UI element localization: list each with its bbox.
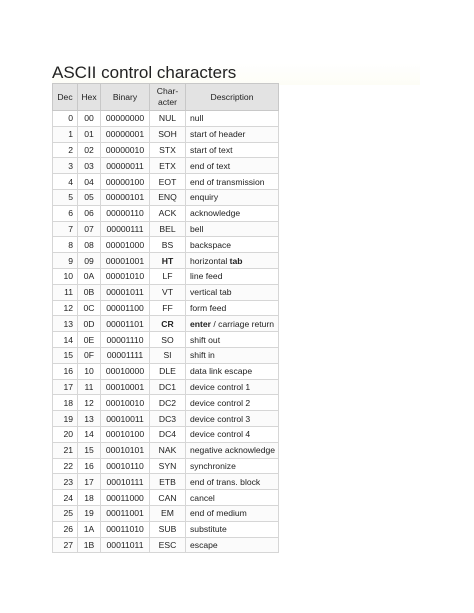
cell-description — [186, 253, 279, 269]
cell-hex: 00 — [78, 111, 101, 127]
table-row — [53, 474, 279, 490]
cell-binary: 00000010 — [101, 142, 150, 158]
table-row — [53, 189, 279, 205]
cell-hex: 12 — [78, 395, 101, 411]
cell-hex: 0D — [78, 316, 101, 332]
cell-binary: 00000011 — [101, 158, 150, 174]
table-row — [53, 458, 279, 474]
table-row — [53, 442, 279, 458]
cell-binary: 00001011 — [101, 284, 150, 300]
cell-hex: 1A — [78, 521, 101, 537]
cell-character: DC3 — [150, 411, 186, 427]
table-row — [53, 395, 279, 411]
cell-description: enquiry — [186, 189, 279, 205]
table-row — [53, 347, 279, 363]
cell-binary: 00001001 — [101, 253, 150, 269]
cell-character-bold: CR — [161, 318, 174, 329]
cell-description: form feed — [186, 300, 279, 316]
table-row — [53, 142, 279, 158]
cell-hex: 05 — [78, 189, 101, 205]
cell-hex: 04 — [78, 174, 101, 190]
cell-binary: 00010101 — [101, 442, 150, 458]
cell-dec: 11 — [53, 284, 78, 300]
header-character-line2: acter — [157, 97, 178, 107]
cell-binary: 00010011 — [101, 411, 150, 427]
cell-binary: 00001101 — [101, 316, 150, 332]
cell-binary: 00011000 — [101, 490, 150, 506]
cell-binary: 00000100 — [101, 174, 150, 190]
cell-hex: 07 — [78, 221, 101, 237]
table-row — [53, 205, 279, 221]
cell-binary: 00001100 — [101, 300, 150, 316]
ascii-table — [52, 83, 279, 553]
cell-description: shift out — [186, 332, 279, 348]
cell-dec: 10 — [53, 268, 78, 284]
cell-character: ETB — [150, 474, 186, 490]
cell-hex: 14 — [78, 426, 101, 442]
cell-dec: 15 — [53, 347, 78, 363]
cell-character: ENQ — [150, 189, 186, 205]
cell-hex: 02 — [78, 142, 101, 158]
cell-character: BEL — [150, 221, 186, 237]
cell-dec: 25 — [53, 505, 78, 521]
header-binary: Binary — [101, 84, 150, 111]
cell-dec: 9 — [53, 253, 78, 269]
cell-binary: 00010111 — [101, 474, 150, 490]
cell-hex: 1B — [78, 537, 101, 553]
cell-hex: 03 — [78, 158, 101, 174]
cell-dec: 16 — [53, 363, 78, 379]
cell-hex: 19 — [78, 505, 101, 521]
cell-dec: 27 — [53, 537, 78, 553]
table-row — [53, 300, 279, 316]
cell-binary: 00010100 — [101, 426, 150, 442]
cell-dec: 18 — [53, 395, 78, 411]
cell-binary: 00001010 — [101, 268, 150, 284]
cell-description: device control 2 — [186, 395, 279, 411]
cell-dec: 20 — [53, 426, 78, 442]
cell-hex: 0B — [78, 284, 101, 300]
cell-dec: 2 — [53, 142, 78, 158]
cell-dec: 13 — [53, 316, 78, 332]
cell-description: end of text — [186, 158, 279, 174]
cell-character: STX — [150, 142, 186, 158]
cell-hex: 0C — [78, 300, 101, 316]
table-row — [53, 158, 279, 174]
cell-dec: 8 — [53, 237, 78, 253]
cell-character: SYN — [150, 458, 186, 474]
cell-binary: 00010000 — [101, 363, 150, 379]
table-row — [53, 505, 279, 521]
cell-character: VT — [150, 284, 186, 300]
table-row — [53, 379, 279, 395]
cell-binary: 00001110 — [101, 332, 150, 348]
cell-binary: 00000001 — [101, 126, 150, 142]
cell-hex: 06 — [78, 205, 101, 221]
table-row — [53, 537, 279, 553]
cell-description: vertical tab — [186, 284, 279, 300]
cell-character: LF — [150, 268, 186, 284]
cell-character: ACK — [150, 205, 186, 221]
cell-dec: 19 — [53, 411, 78, 427]
cell-dec: 5 — [53, 189, 78, 205]
table-row — [53, 426, 279, 442]
cell-hex: 13 — [78, 411, 101, 427]
cell-character: DLE — [150, 363, 186, 379]
cell-dec: 23 — [53, 474, 78, 490]
cell-character: DC1 — [150, 379, 186, 395]
table-row — [53, 221, 279, 237]
cell-description: data link escape — [186, 363, 279, 379]
cell-description: synchronize — [186, 458, 279, 474]
cell-character: EM — [150, 505, 186, 521]
cell-hex: 0E — [78, 332, 101, 348]
cell-dec: 14 — [53, 332, 78, 348]
cell-dec: 12 — [53, 300, 78, 316]
cell-character: CAN — [150, 490, 186, 506]
cell-binary: 00000111 — [101, 221, 150, 237]
cell-description: acknowledge — [186, 205, 279, 221]
table-row — [53, 490, 279, 506]
cell-dec: 21 — [53, 442, 78, 458]
cell-character: SI — [150, 347, 186, 363]
cell-hex: 10 — [78, 363, 101, 379]
cell-binary: 00001111 — [101, 347, 150, 363]
cell-description: end of medium — [186, 505, 279, 521]
cell-dec: 22 — [53, 458, 78, 474]
header-description: Description — [186, 84, 279, 111]
cell-description: start of text — [186, 142, 279, 158]
cell-binary: 00000110 — [101, 205, 150, 221]
table-row — [53, 253, 279, 269]
cell-dec: 1 — [53, 126, 78, 142]
cell-character: NUL — [150, 111, 186, 127]
cell-dec: 4 — [53, 174, 78, 190]
cell-character: DC2 — [150, 395, 186, 411]
cell-hex: 01 — [78, 126, 101, 142]
cell-hex: 09 — [78, 253, 101, 269]
cell-description: device control 1 — [186, 379, 279, 395]
description-text: / carriage return — [211, 318, 275, 329]
description-text: horizontal — [190, 255, 230, 266]
cell-character: EOT — [150, 174, 186, 190]
cell-character — [150, 253, 186, 269]
cell-binary: 00010010 — [101, 395, 150, 411]
cell-description: substitute — [186, 521, 279, 537]
cell-description: line feed — [186, 268, 279, 284]
cell-description: device control 3 — [186, 411, 279, 427]
cell-binary: 00011011 — [101, 537, 150, 553]
cell-character: FF — [150, 300, 186, 316]
cell-hex: 11 — [78, 379, 101, 395]
header-dec: Dec — [53, 84, 78, 111]
cell-description: bell — [186, 221, 279, 237]
cell-hex: 17 — [78, 474, 101, 490]
cell-description: negative acknowledge — [186, 442, 279, 458]
cell-hex: 15 — [78, 442, 101, 458]
cell-binary: 00001000 — [101, 237, 150, 253]
table-row — [53, 284, 279, 300]
cell-dec: 17 — [53, 379, 78, 395]
header-hex: Hex — [78, 84, 101, 111]
cell-binary: 00010001 — [101, 379, 150, 395]
cell-character — [150, 316, 186, 332]
cell-description — [186, 316, 279, 332]
description-bold-text: enter — [190, 318, 212, 329]
table-row — [53, 268, 279, 284]
table-row — [53, 521, 279, 537]
table-row — [53, 111, 279, 127]
cell-hex: 0A — [78, 268, 101, 284]
table-row — [53, 237, 279, 253]
description-bold-text: tab — [229, 255, 243, 266]
cell-description: shift in — [186, 347, 279, 363]
cell-description: escape — [186, 537, 279, 553]
cell-description: device control 4 — [186, 426, 279, 442]
cell-character: SO — [150, 332, 186, 348]
cell-dec: 0 — [53, 111, 78, 127]
table-row — [53, 316, 279, 332]
cell-character: SOH — [150, 126, 186, 142]
cell-binary: 00011010 — [101, 521, 150, 537]
cell-description: start of header — [186, 126, 279, 142]
cell-hex: 0F — [78, 347, 101, 363]
cell-binary: 00011001 — [101, 505, 150, 521]
cell-dec: 26 — [53, 521, 78, 537]
cell-character: NAK — [150, 442, 186, 458]
cell-character: DC4 — [150, 426, 186, 442]
cell-hex: 08 — [78, 237, 101, 253]
cell-character-bold: HT — [161, 255, 174, 266]
cell-description: null — [186, 111, 279, 127]
cell-character: ESC — [150, 537, 186, 553]
table-row — [53, 411, 279, 427]
header-character-line1: Char- — [156, 86, 179, 96]
table-row — [53, 126, 279, 142]
cell-dec: 3 — [53, 158, 78, 174]
cell-binary: 00000000 — [101, 111, 150, 127]
cell-dec: 7 — [53, 221, 78, 237]
cell-character: SUB — [150, 521, 186, 537]
cell-dec: 6 — [53, 205, 78, 221]
table-row — [53, 363, 279, 379]
cell-hex: 18 — [78, 490, 101, 506]
cell-binary: 00000101 — [101, 189, 150, 205]
cell-character: BS — [150, 237, 186, 253]
cell-hex: 16 — [78, 458, 101, 474]
cell-description: end of transmission — [186, 174, 279, 190]
table-header-row — [53, 84, 279, 111]
cell-description: end of trans. block — [186, 474, 279, 490]
cell-description: backspace — [186, 237, 279, 253]
cell-dec: 24 — [53, 490, 78, 506]
table-row — [53, 174, 279, 190]
cell-binary: 00010110 — [101, 458, 150, 474]
page-title: ASCII control characters — [52, 63, 420, 85]
cell-character: ETX — [150, 158, 186, 174]
table-row — [53, 332, 279, 348]
header-character — [150, 84, 186, 111]
cell-description: cancel — [186, 490, 279, 506]
